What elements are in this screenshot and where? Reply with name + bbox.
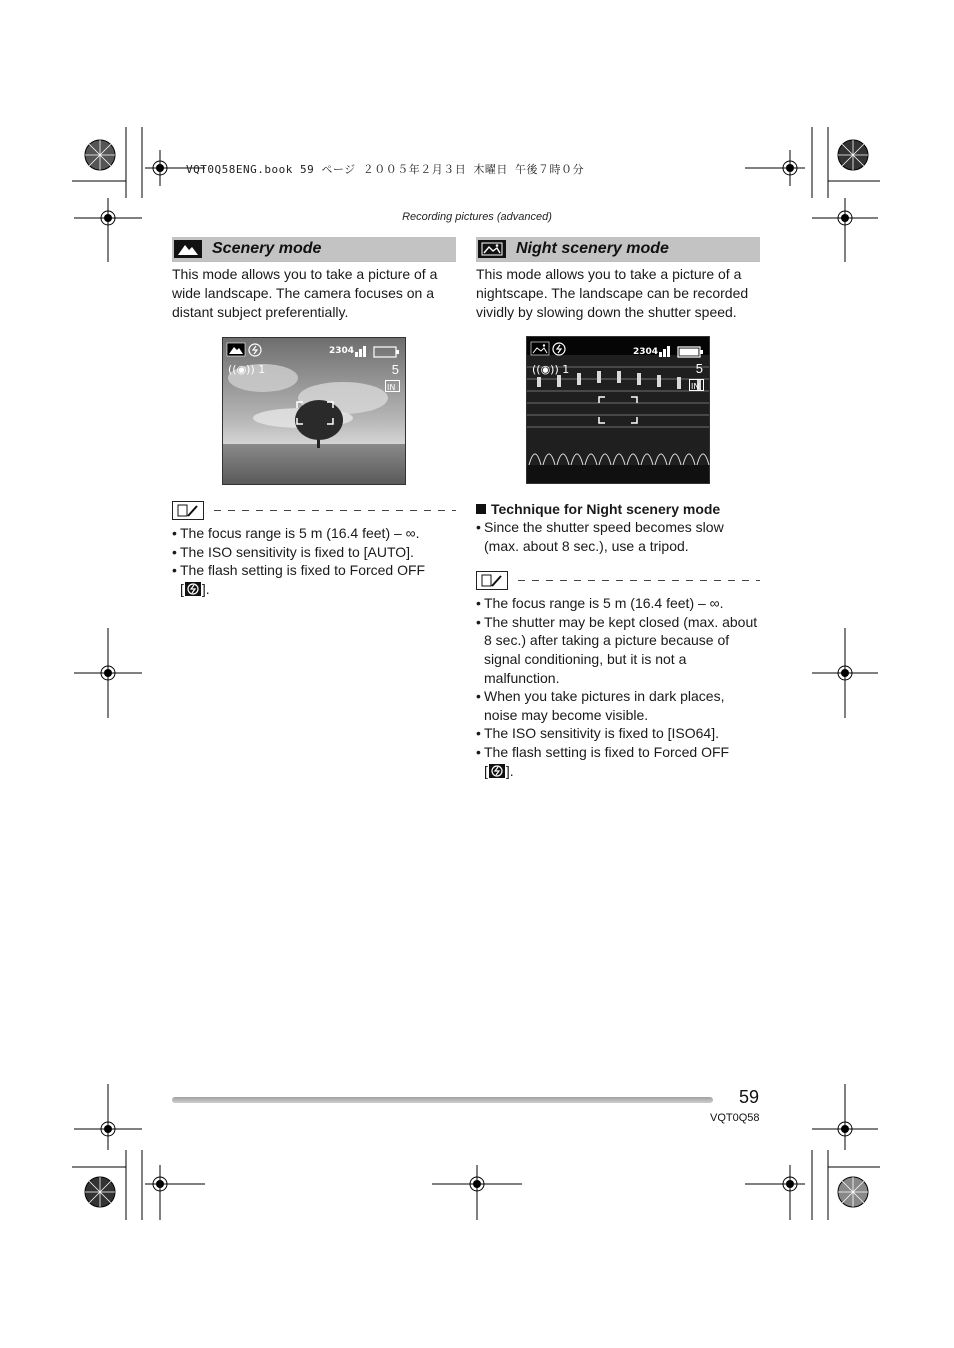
section-intro: This mode allows you to take a picture of a nightscape. The landscape can be recorded vividly by slowing down the shutter speed. [476,266,749,320]
lcd-preview [222,337,406,485]
notes-list [476,594,760,780]
list-item: • The focus range is 5 m (16.4 feet) – ∞. [172,524,456,543]
list-item: • The flash setting is fixed to Forced OFF [ ]. [476,743,760,780]
flash-off-icon [185,582,201,596]
technique-list [476,518,760,555]
list-item: • The ISO sensitivity is fixed to [ISO64]. [476,724,760,743]
internal-memory-icon [385,380,400,392]
list-item: • Since the shutter speed becomes slow (max. about 8 sec.), use a tripod. [476,518,760,555]
remaining-number: 5 [391,362,399,377]
dashed-line [214,510,456,511]
remaining-number: 5 [695,361,703,376]
page-number: 59 [739,1087,760,1107]
internal-memory-icon [689,379,704,391]
notes-list [172,524,456,598]
running-head: Recording pictures (advanced) [402,211,552,223]
footer-bar [172,1097,713,1103]
section-title: Scenery mode [212,240,322,257]
list-item: • The shutter may be kept closed (max. about 8 sec.) after taking a picture because of signal conditioning, but it is not a malfunction. [476,613,760,687]
square-bullet-icon [476,504,486,514]
stabilizer-icon [228,362,266,376]
section-header [172,237,456,262]
note-divider [172,501,456,520]
stabilizer-icon [532,362,570,376]
svg-text:IN: IN [387,383,396,392]
night-scene-icon [478,240,506,258]
model-code: VQT0Q58 [710,1112,760,1124]
night-scenery-mode-section [476,237,760,780]
battery-icon [659,346,705,358]
print-info: VQT0Q58ENG.book 59 ページ ２００５年２月３日 木曜日 午後７時０分 [186,163,584,176]
technique-heading: Technique for Night scenery mode [476,500,760,518]
note-icon [172,501,204,520]
night-building-photo [527,337,709,483]
picture-count: 2304 [633,347,659,357]
section-intro: This mode allows you to take a picture of a wide landscape. The camera focuses on a distant subject preferentially. [172,266,438,320]
battery-icon [355,346,401,358]
dashed-line [518,580,760,581]
svg-text:((◉)) 1: ((◉)) 1 [228,363,266,376]
section-header [476,237,760,262]
picture-count: 2304 [329,346,355,356]
svg-text:((◉)) 1: ((◉)) 1 [532,363,570,376]
scenery-mode-section [172,237,456,598]
note-divider [476,571,760,590]
svg-text:IN: IN [691,382,700,391]
list-item: • The ISO sensitivity is fixed to [AUTO]. [172,543,456,562]
list-item: • The flash setting is fixed to Forced OFF [ ]. [172,561,456,598]
landscape-photo [223,338,405,484]
note-icon [476,571,508,590]
list-item: • The focus range is 5 m (16.4 feet) – ∞. [476,594,760,613]
list-item: • When you take pictures in dark places, noise may become visible. [476,687,760,724]
flash-off-icon [489,764,505,778]
section-title: Night scenery mode [516,240,669,257]
mountain-scene-icon [174,240,202,258]
lcd-preview [526,336,710,484]
